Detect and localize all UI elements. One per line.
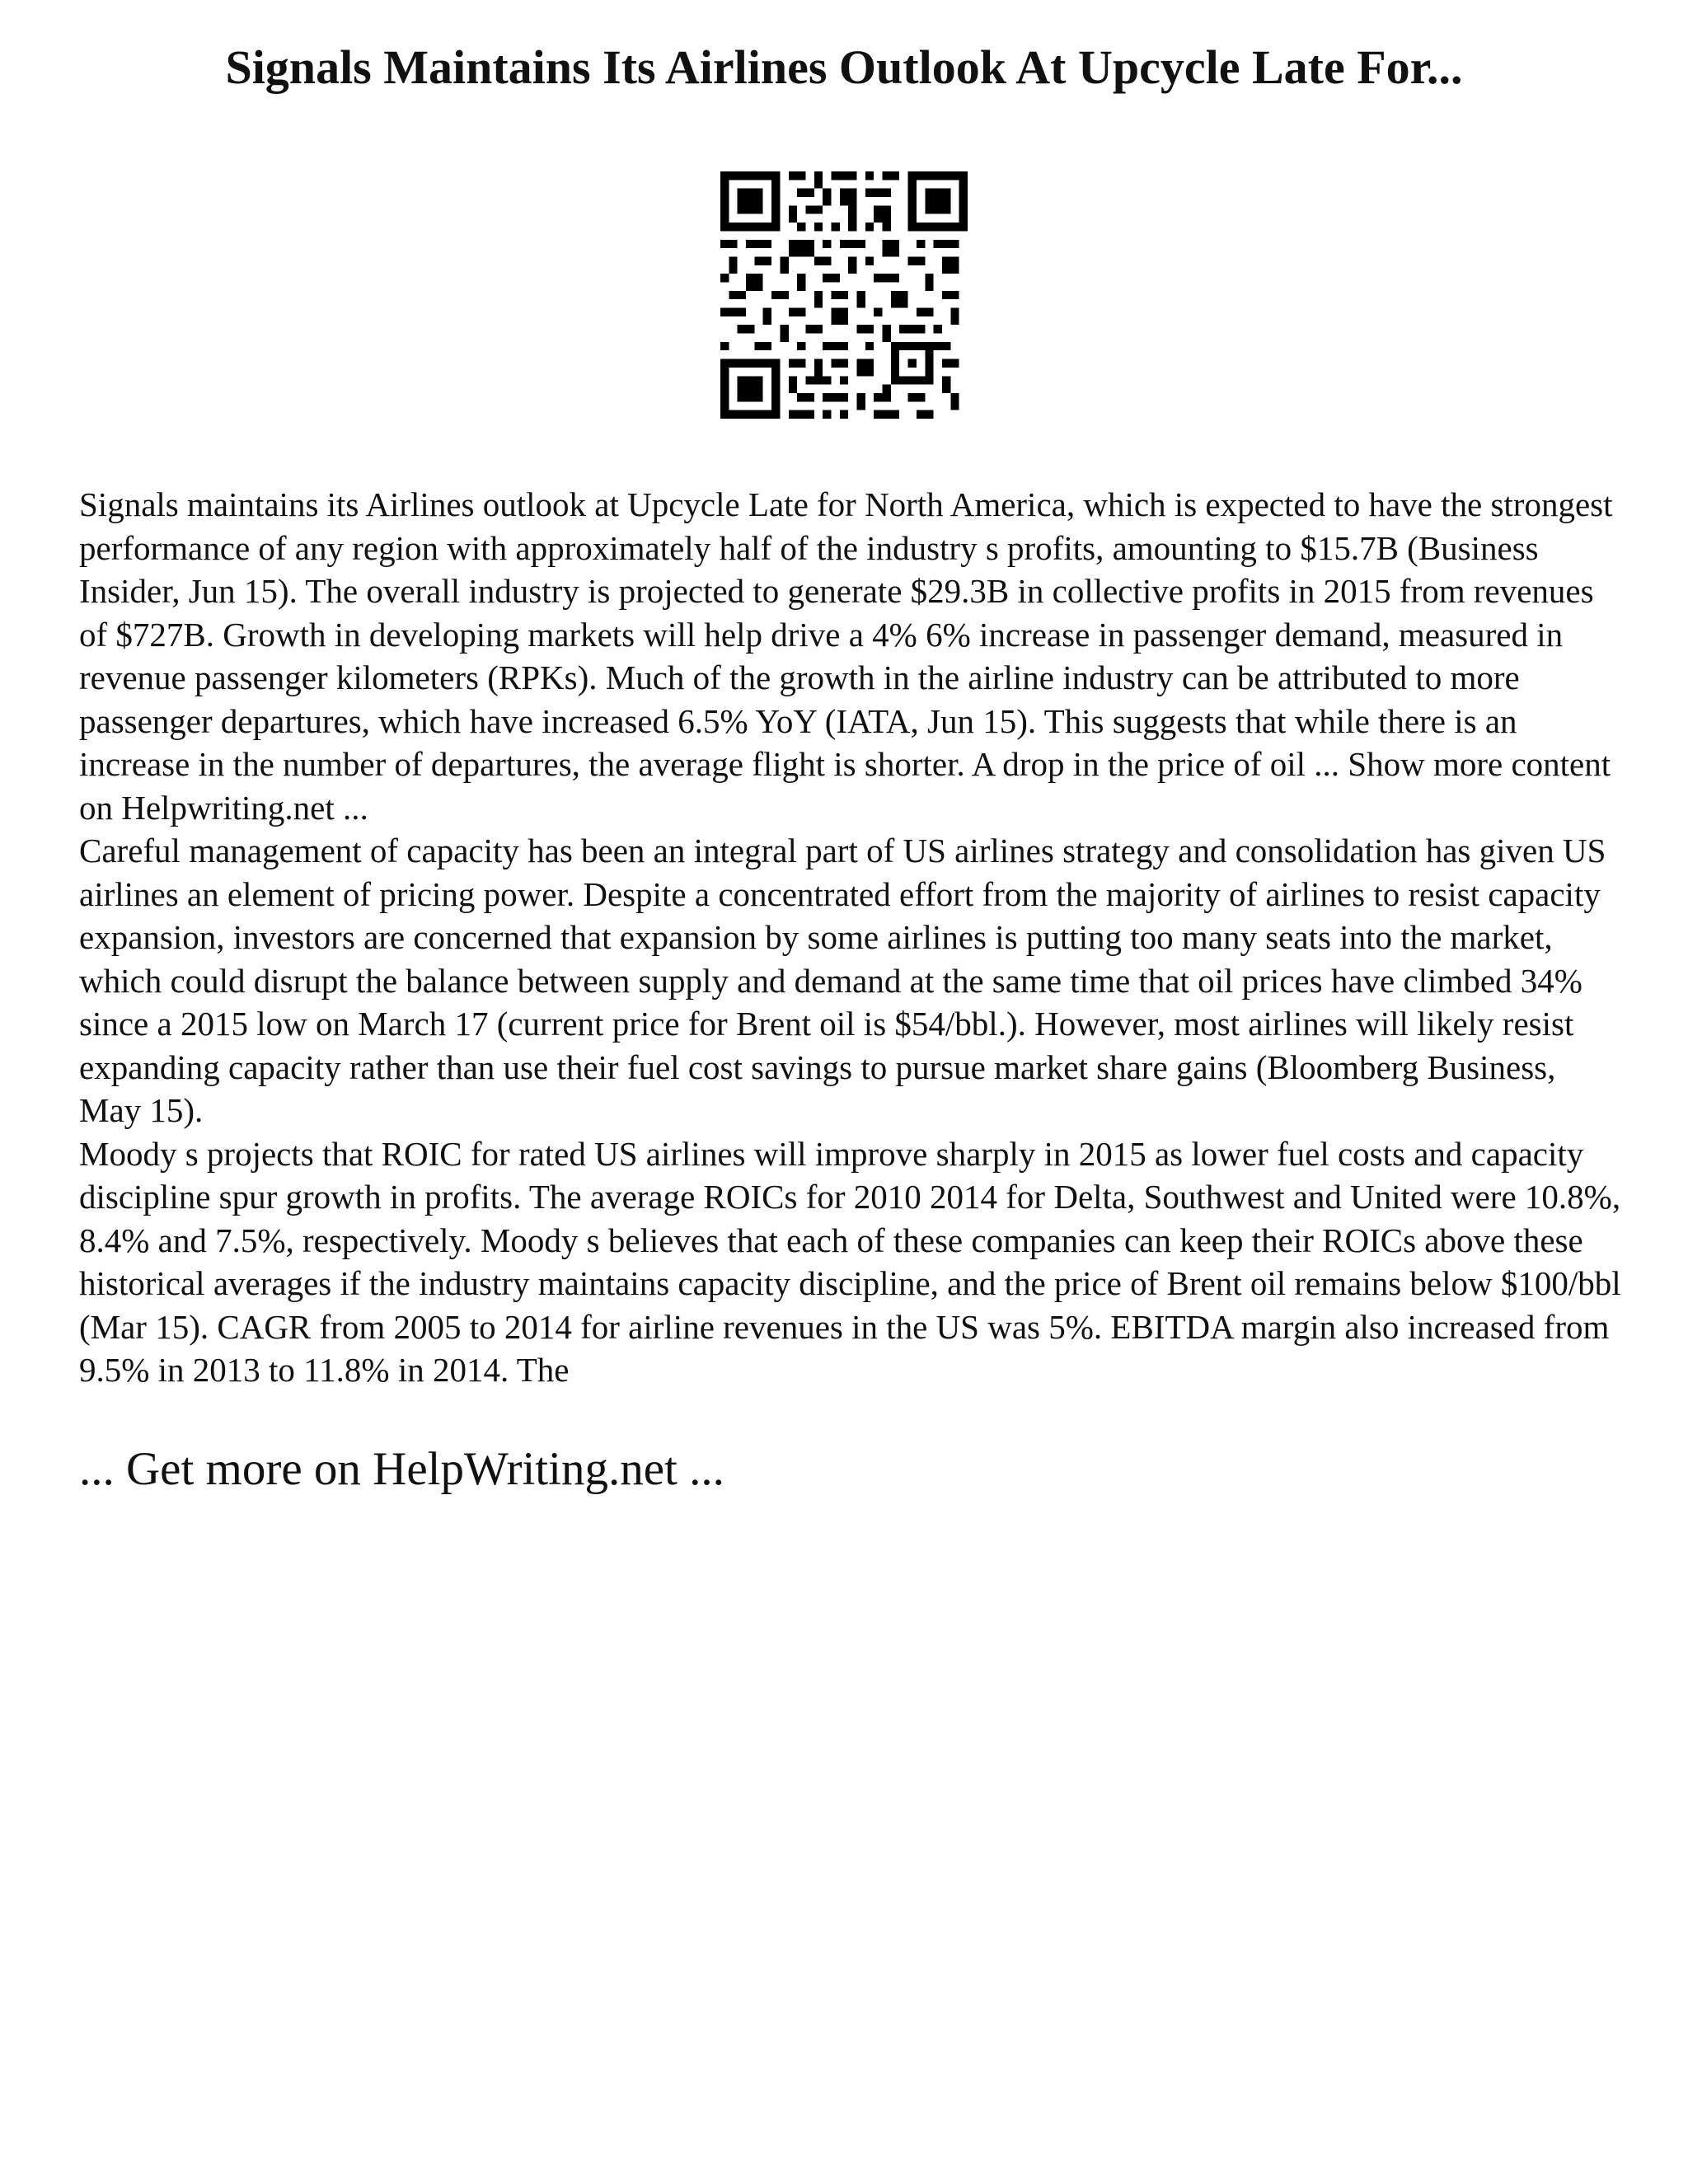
article-paragraph: Careful management of capacity has been an integral part of US airlines strategy and consolidation has given US airlines an element of pricing power. Despite a concentrated effort from the majority of airlines to resist capacity expansion, investors are concerned that expansion by some airlines is putting too many seats into the market, which could disrupt the balance between supply and demand at the same time that oil prices have climbed 34% since a 2015 low on March 17 (current price for Brent oil is $54/bbl.). However, most airlines will likely resist expanding capacity rather than use their fuel cost savings to pursue market share gains (Bloomberg Business, May 15). (79, 832, 1606, 1129)
article-paragraph: Moody s projects that ROIC for rated US airlines will improve sharply in 2015 as lower fuel costs and capacity discipline spur growth in profits. The average ROICs for 2010 2014 for Delta, Southwest and United were 10.8%, 8.4% and 7.5%, respectively. Moody s believes that each of these companies can keep their ROICs above these historical averages if the industry maintains capacity discipline, and the price of Brent oil remains below $100/bbl (Mar 15). CAGR from 2005 to 2014 for airline revenues in the US was 5%. EBITDA margin also increased from 9.5% in 2013 to 11.8% in 2014. The (79, 1134, 1621, 1389)
get-more-link[interactable]: ... Get more on HelpWriting.net ... (79, 1443, 724, 1495)
article-body (79, 483, 1625, 1392)
qr-code-icon[interactable] (720, 171, 968, 419)
article-paragraph: Signals maintains its Airlines outlook at Upcycle Late for North America, which is expected to have the strongest performance of any region with approximately half of the industry s profits, amounting to $15.7B (Business Insider, Jun 15). The overall industry is projected to generate $29.3B in collective profits in 2015 from revenues of $727B. Growth in developing markets will help drive a 4% 6% increase in passenger demand, measured in revenue passenger kilometers (RPKs). Much of the growth in the airline industry can be attributed to more passenger departures, which have increased 6.5% YoY (IATA, Jun 15). This suggests that while there is an increase in the number of departures, the average flight is shorter. A drop in the price of oil ... Show more content on Helpwriting.net ... (79, 485, 1613, 827)
page-title: Signals Maintains Its Airlines Outlook At Upcycle Late For... (225, 40, 1463, 94)
